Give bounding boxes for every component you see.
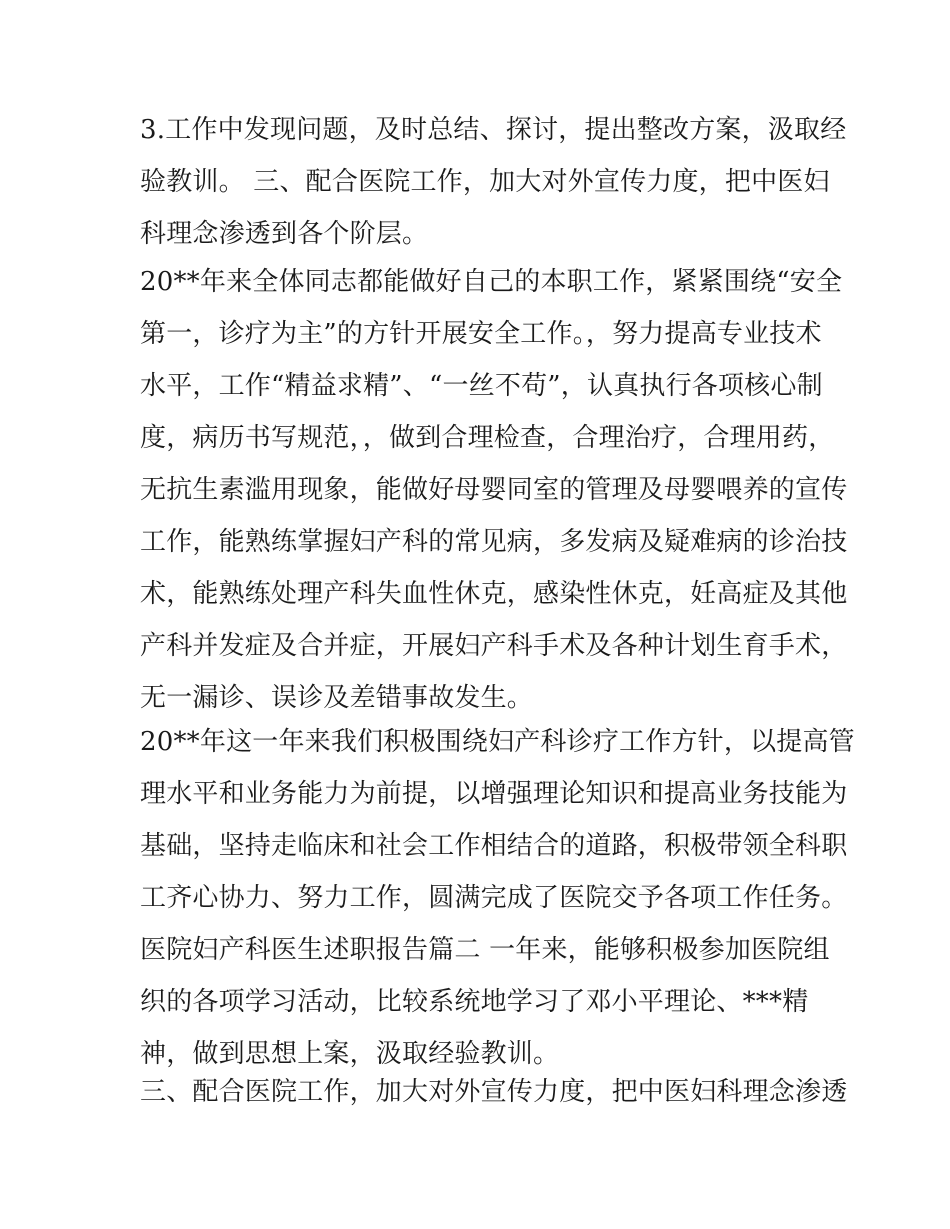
text-line: 工作，能熟练掌握妇产科的常见病，多发病及疑难病的诊治技: [140, 527, 848, 557]
text-line: 工齐心协力、努力工作，圆满完成了医院交予各项工作任务。: [140, 883, 848, 913]
text-line: 神，做到思想上案，汲取经验教训。: [140, 1039, 560, 1069]
text-line: 20**年这一年来我们积极围绕妇产科诊疗工作方针，以提高管: [140, 727, 855, 757]
text-line: 产科并发症及合并症，开展妇产科手术及各种计划生育手术，: [140, 631, 848, 661]
text-line: 三、配合医院工作，加大对外宣传力度，把中医妇科理念渗透: [140, 1077, 848, 1107]
paragraph-1: [140, 104, 847, 260]
text-line: 科理念渗透到各个阶层。: [140, 219, 429, 249]
paragraph-3: [140, 716, 855, 1080]
text-line: 基础，坚持走临床和社会工作相结合的道路，积极带领全科职: [140, 831, 848, 861]
text-line: 无抗生素滥用现象，能做好母婴同室的管理及母婴喂养的宣传: [140, 475, 848, 505]
text-line: 20**年来全体同志都能做好自己的本职工作，紧紧围绕“安全: [140, 267, 843, 297]
text-line: 医院妇产科医生述职报告篇二 一年来，能够积极参加医院组: [140, 935, 830, 965]
text-line: 术，能熟练处理产科失血性休克，感染性休克，妊高症及其他: [140, 579, 848, 609]
text-line: 第一，诊疗为主”的方针开展安全工作。，努力提高专业技术: [140, 319, 822, 349]
paragraph-2: [140, 256, 848, 724]
text-line: 3.工作中发现问题，及时总结、探讨，提出整改方案，汲取经: [140, 115, 847, 145]
text-line: 验教训。 三、配合医院工作，加大对外宣传力度，把中医妇: [140, 167, 830, 197]
text-line: 无一漏诊、误诊及差错事故发生。: [140, 683, 534, 713]
text-line: 水平，工作“精益求精”、“一丝不苟”，认真执行各项核心制: [140, 371, 823, 401]
text-line: 理水平和业务能力为前提，以增强理论知识和提高业务技能为: [140, 779, 848, 809]
paragraph-4: [140, 1066, 848, 1118]
text-line: 织的各项学习活动，比较系统地学习了邓小平理论、***精: [140, 987, 809, 1017]
text-line: 度，病历书写规范，，做到合理检查，合理治疗，合理用药，: [140, 423, 835, 453]
